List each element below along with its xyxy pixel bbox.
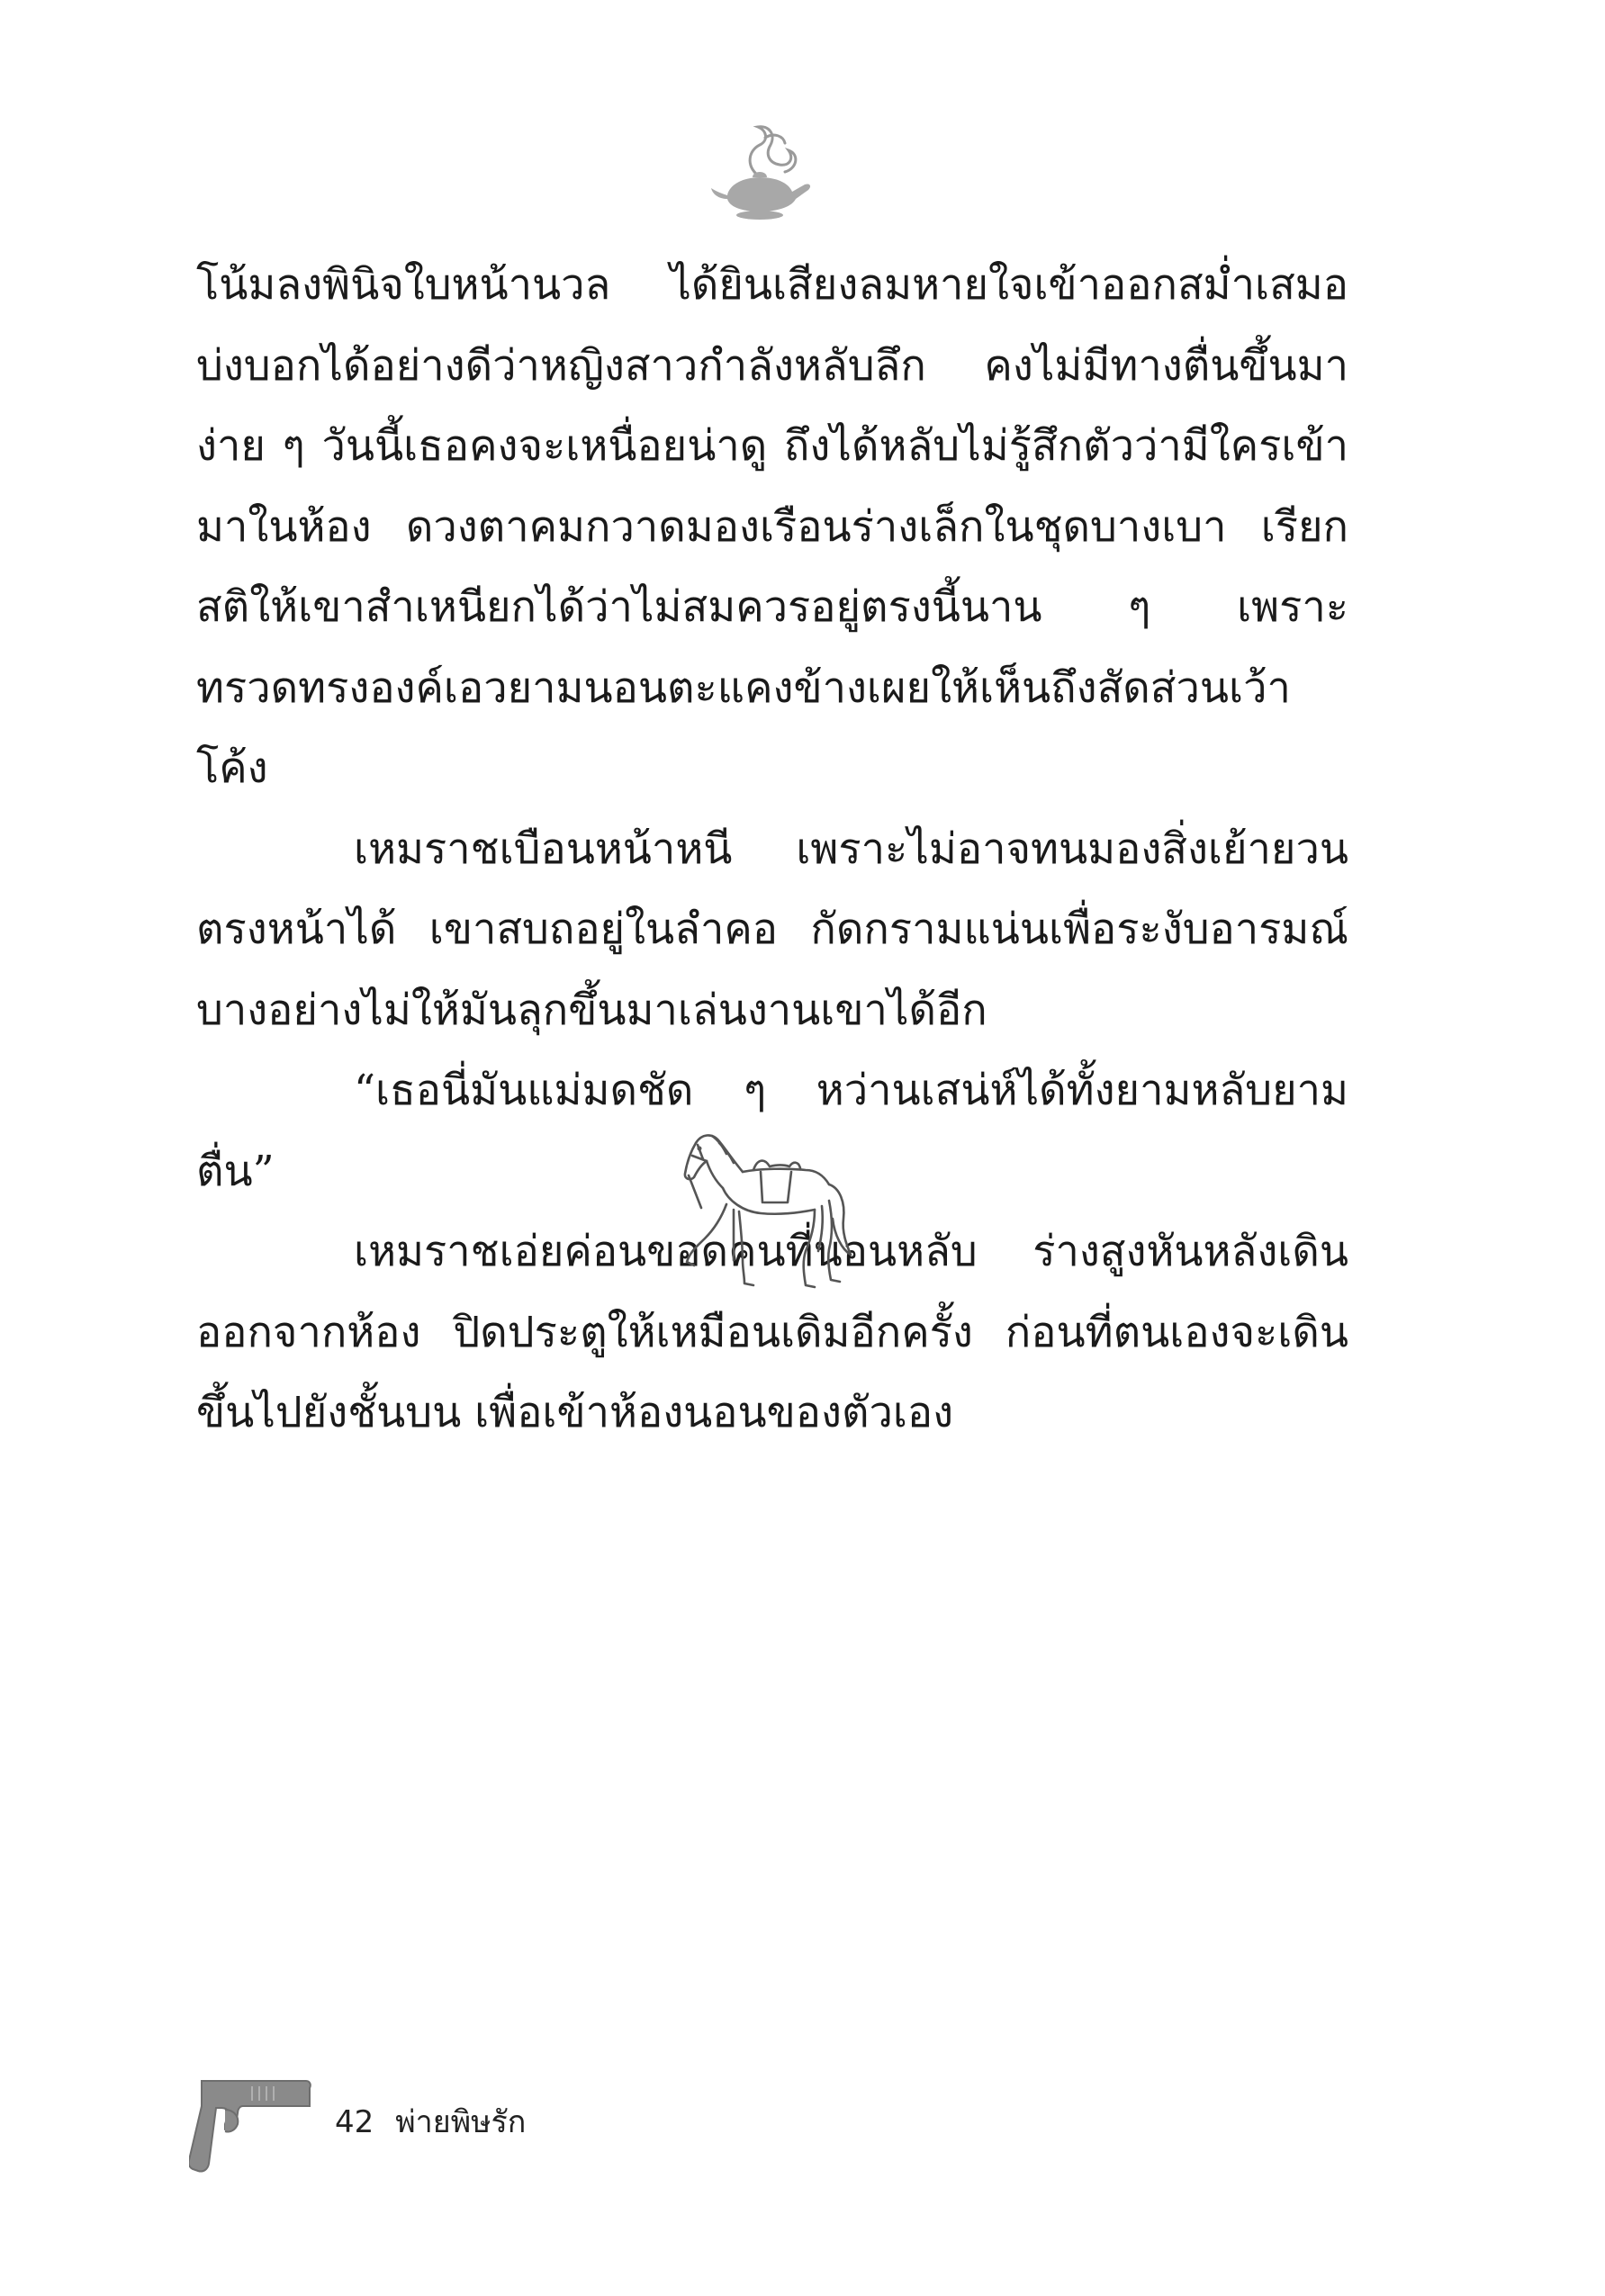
- horse-icon: [671, 1125, 864, 1301]
- book-title: พ่ายพิษรัก: [395, 2104, 527, 2140]
- pistol-icon: [189, 2070, 315, 2178]
- dialogue-paragraph: “เธอนี่มันแม่มดชัด ๆ หว่านเสน่ห์ได้ทั้งยามหลับยามตื่น”: [196, 1066, 1348, 1196]
- footer-text: [335, 2097, 526, 2146]
- page-number: 42: [335, 2104, 374, 2140]
- genie-lamp-icon: [702, 113, 819, 230]
- paragraph: เหมราชเอ่ยค่อนขอดคนที่นอนหลับ ร่างสูงหันหลังเดินออกจากห้อง ปิดประตูให้เหมือนเดิมอีกครั้ง ก่อนที่ตนเองจะเดินขึ้นไปยังชั้นบน เพื่อเข้าห้องนอนของตัวเอง: [196, 1227, 1348, 1437]
- paragraph: เหมราชเบือนหน้าหนี เพราะไม่อาจทนมองสิ่งเย้ายวนตรงหน้าได้ เขาสบถอยู่ในลำคอ กัดกรามแน่นเพื่อระงับอารมณ์บางอย่างไม่ให้มันลุกขึ้นมาเล่นงานเขาได้อีก: [196, 824, 1348, 1035]
- paragraph: โน้มลงพินิจใบหน้านวล ได้ยินเสียงลมหายใจเข้าออกสม่ำเสมอ บ่งบอกได้อย่างดีว่าหญิงสาวกำลังหลับลึก คงไม่มีทางตื่นขึ้นมาง่าย ๆ วันนี้เธอคงจะเหนื่อยน่าดู ถึงได้หลับไม่รู้สึกตัวว่ามีใครเข้ามาในห้อง ดวงตาคมกวาดมองเรือนร่างเล็กในชุดบางเบา เรียกสติให้เขาสำเหนียกได้ว่าไม่สมควรอยู่ตรงนี้นาน ๆ เพราะทรวดทรงองค์เอวยามนอนตะแคงข้างเผยให้เห็นถึงสัดส่วนเว้าโค้ง: [196, 260, 1348, 793]
- page-footer: [189, 2070, 729, 2187]
